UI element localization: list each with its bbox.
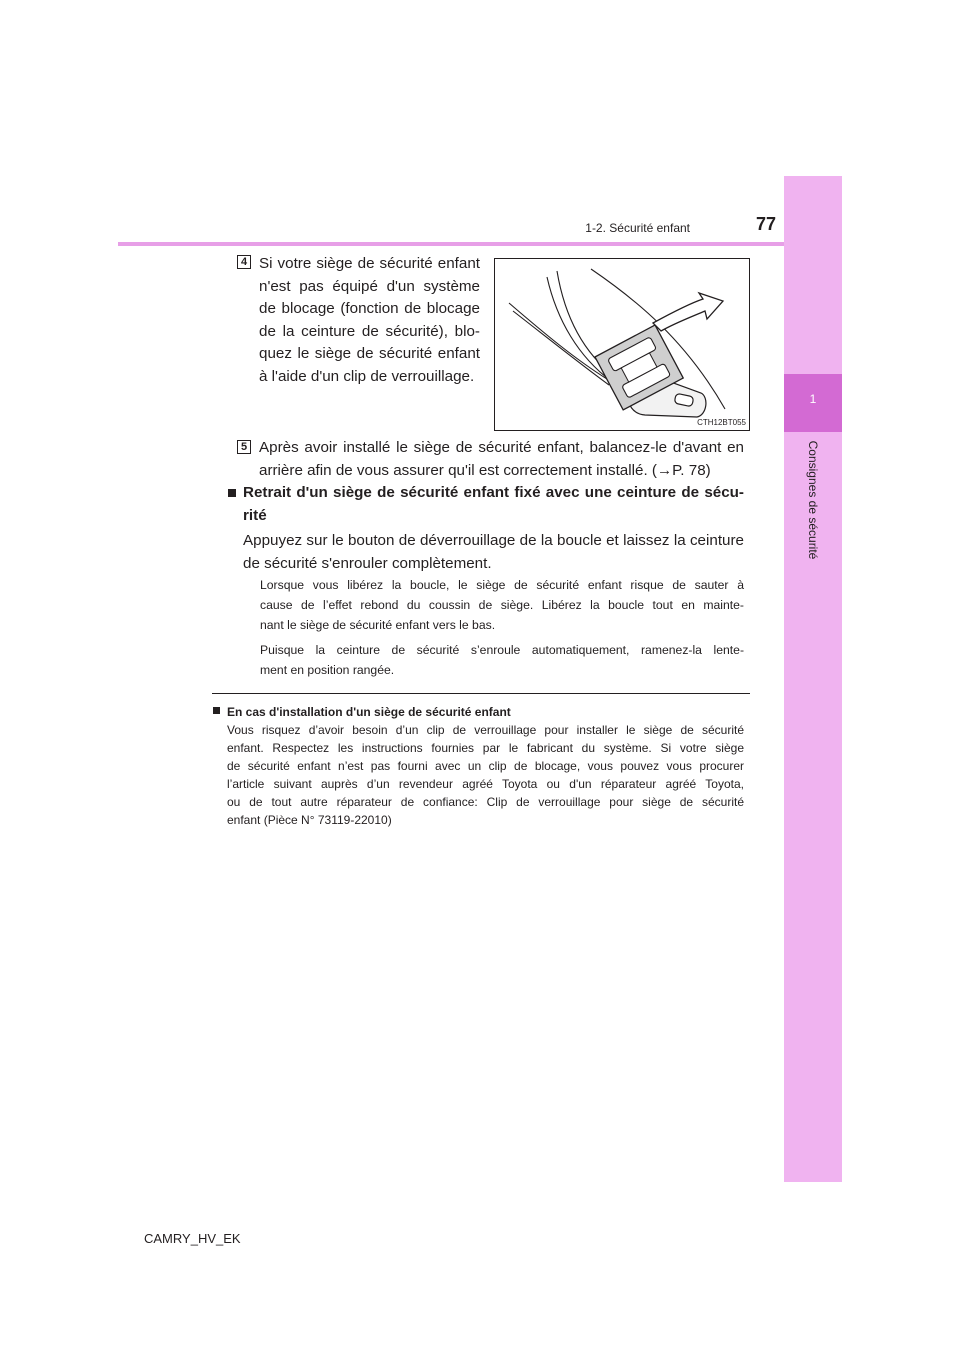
text-line: arrière afin de vous assurer qu'il est correctement installé. (→P. 78) <box>259 461 711 479</box>
section-divider <box>212 693 750 694</box>
info-heading: En cas d'installation d'un siège de sécurité enfant <box>227 705 511 719</box>
removal-note-1 <box>260 575 744 635</box>
chapter-title: Consignes de sécurité <box>806 440 820 560</box>
text-line: quez le siège de sécurité enfant <box>259 345 480 362</box>
text-line: Appuyez sur le bouton de déverrouillage de la boucle et laissez la ceinture <box>243 532 744 549</box>
section-title: 1-2. Sécurité enfant <box>585 221 690 235</box>
text-line: n'est pas équipé d'un système <box>259 277 480 295</box>
heading-line: rité <box>243 506 267 524</box>
seatbelt-locking-clip-illustration <box>495 259 749 430</box>
text-line: nant le siège de sécurité enfant vers le bas. <box>260 618 496 632</box>
removal-heading <box>243 482 744 527</box>
step-number: 4 <box>240 256 248 268</box>
text-line: ou de tout autre réparateur de confiance: Clip de verrouillage pour siège de sécurité <box>227 795 744 809</box>
text-line: de blocage (fonction de blocage <box>259 300 480 317</box>
chapter-number: 1 <box>809 392 817 406</box>
text-line: Vous risquez d’avoir besoin d’un clip de verrouillage pour installer le siège de sécurité <box>227 723 744 737</box>
removal-note-2 <box>260 640 744 680</box>
step-4-text <box>259 253 480 388</box>
text-line: l’article suivant auprès d’un revendeur agréé Toyota ou d'un réparateur agréé Toyota, <box>227 777 744 791</box>
text-line: enfant. Respectez les instructions fournies par le fabricant du système. Si votre siège <box>227 741 744 755</box>
text-line: de sécurité enfant n’est pas fourni avec un clip de blocage, vous pouvez vous procurer <box>227 759 744 773</box>
figure-code: CTH12BT055 <box>697 418 746 427</box>
text-line: à l'aide d'un clip de verrouillage. <box>259 367 475 385</box>
text-line: de la ceinture de sécurité), blo- <box>259 322 480 340</box>
info-bullet <box>213 707 220 714</box>
step-number-box <box>237 440 251 454</box>
text-line: Après avoir installé le siège de sécurité enfant, balancez-le d'avant en <box>259 439 744 456</box>
removal-text <box>243 530 744 575</box>
heading-line: Retrait d'un siège de sécurité enfant fixé avec une ceinture de sécu- <box>243 484 744 501</box>
chapter-side-tab <box>784 176 842 1182</box>
text-line: cause de l’effet rebond du coussin de siège. Libérez la boucle tout en mainte- <box>260 598 744 612</box>
text-line: ment en position rangée. <box>260 663 395 677</box>
text-line: enfant (Pièce N° 73119-22010) <box>227 813 392 827</box>
figure-locking-clip <box>494 258 750 431</box>
step-number-box <box>237 255 251 269</box>
text-line: Si votre siège de sécurité enfant <box>259 255 480 272</box>
text-line: Puisque la ceinture de sécurité s’enroule automatiquement, ramenez-la lente- <box>260 643 744 657</box>
text-line: de sécurité s'enrouler complètement. <box>243 554 492 572</box>
model-code: CAMRY_HV_EK <box>144 1231 241 1246</box>
step-number: 5 <box>240 441 248 453</box>
page-number: 77 <box>755 214 776 234</box>
header-rule <box>118 242 784 246</box>
step-5-text <box>259 437 744 482</box>
text-line: Lorsque vous libérez la boucle, le siège de sécurité enfant risque de sauter à <box>260 578 744 592</box>
info-text <box>227 721 744 829</box>
heading-bullet <box>228 489 236 497</box>
